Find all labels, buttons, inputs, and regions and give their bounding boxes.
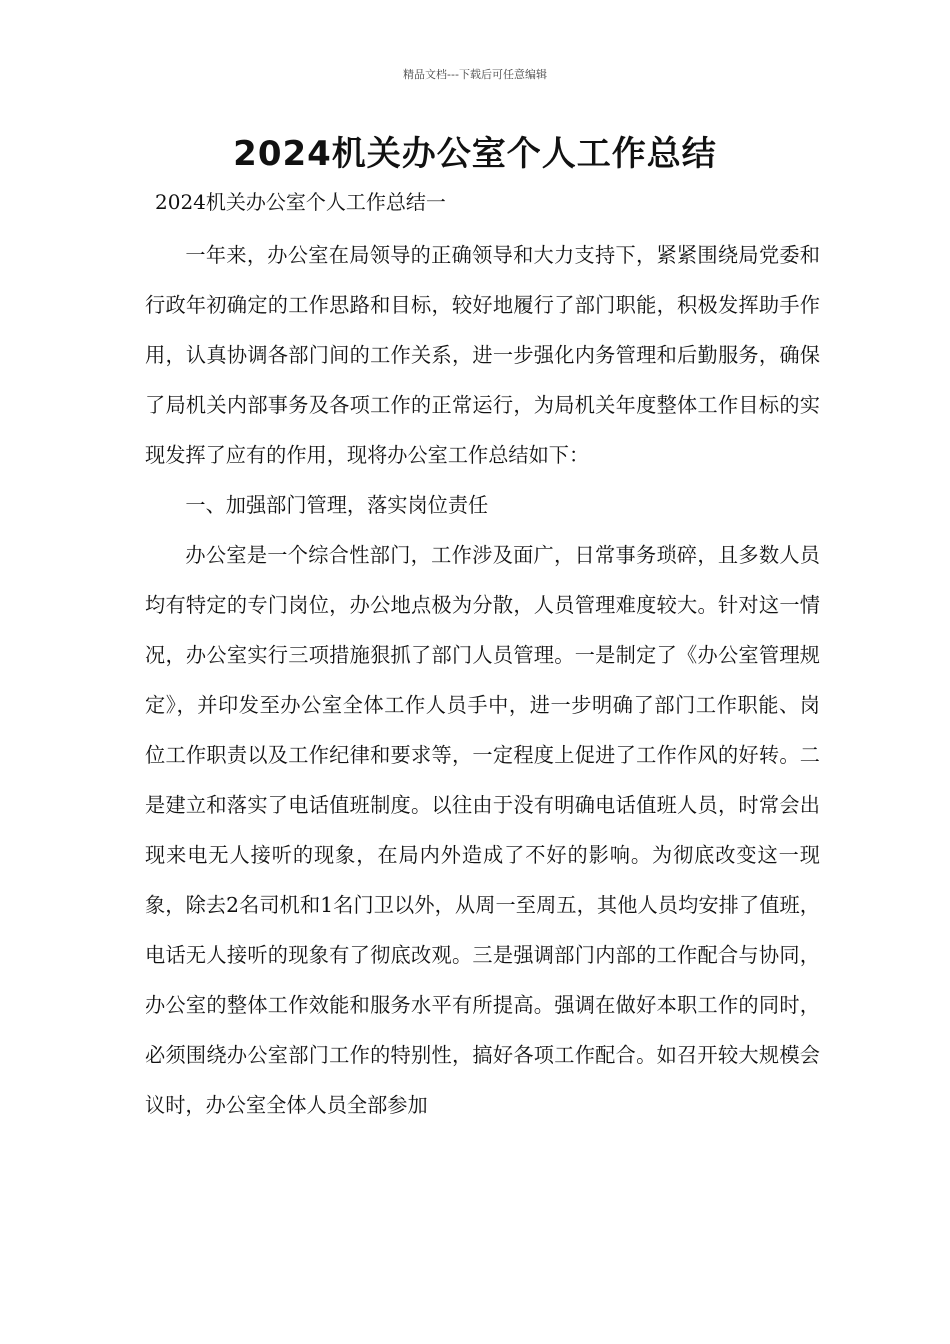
document-body — [145, 230, 820, 1130]
section-heading: 一、加强部门管理，落实岗位责任 — [185, 493, 489, 517]
document-subtitle: 2024机关办公室个人工作总结一 — [155, 190, 446, 214]
section-paragraph: 办公室是一个综合性部门，工作涉及面广，日常事务琐碎，且多数人员均有特定的专门岗位，办公地点极为分散，人员管理难度较大。针对这一情况，办公室实行三项措施狠抓了部门人员管理。一是制定了《办公室管理规定》，并印发至办公室全体工作人员手中，进一步明确了部门工作职能、岗位工作职责以及工作纪律和要求等，一定程度上促进了工作作风的好转。二是建立和落实了电话值班制度。以往由于没有明确电话值班人员，时常会出现来电无人接听的现象，在局内外造成了不好的影响。为彻底改变这一现象，除去2名司机和1名门卫以外，从周一至周五，其他人员均安排了值班，电话无人接听的现象有了彻底改观。三是强调部门内部的工作配合与协同，办公室的整体工作效能和服务水平有所提高。强调在做好本职工作的同时，必须围绕办公室部门工作的特别性，搞好各项工作配合。如召开较大规模会议时，办公室全体人员全部参加 — [145, 543, 820, 1117]
header-note: 精品文档---下载后可任意编辑 — [403, 68, 547, 81]
intro-paragraph: 一年来，办公室在局领导的正确领导和大力支持下，紧紧围绕局党委和行政年初确定的工作思路和目标，较好地履行了部门职能，积极发挥助手作用，认真协调各部门间的工作关系，进一步强化内务管理和后勤服务，确保了局机关内部事务及各项工作的正常运行，为局机关年度整体工作目标的实现发挥了应有的作用，现将办公室工作总结如下： — [145, 243, 820, 467]
document-title: 2024机关办公室个人工作总结 — [233, 134, 717, 174]
